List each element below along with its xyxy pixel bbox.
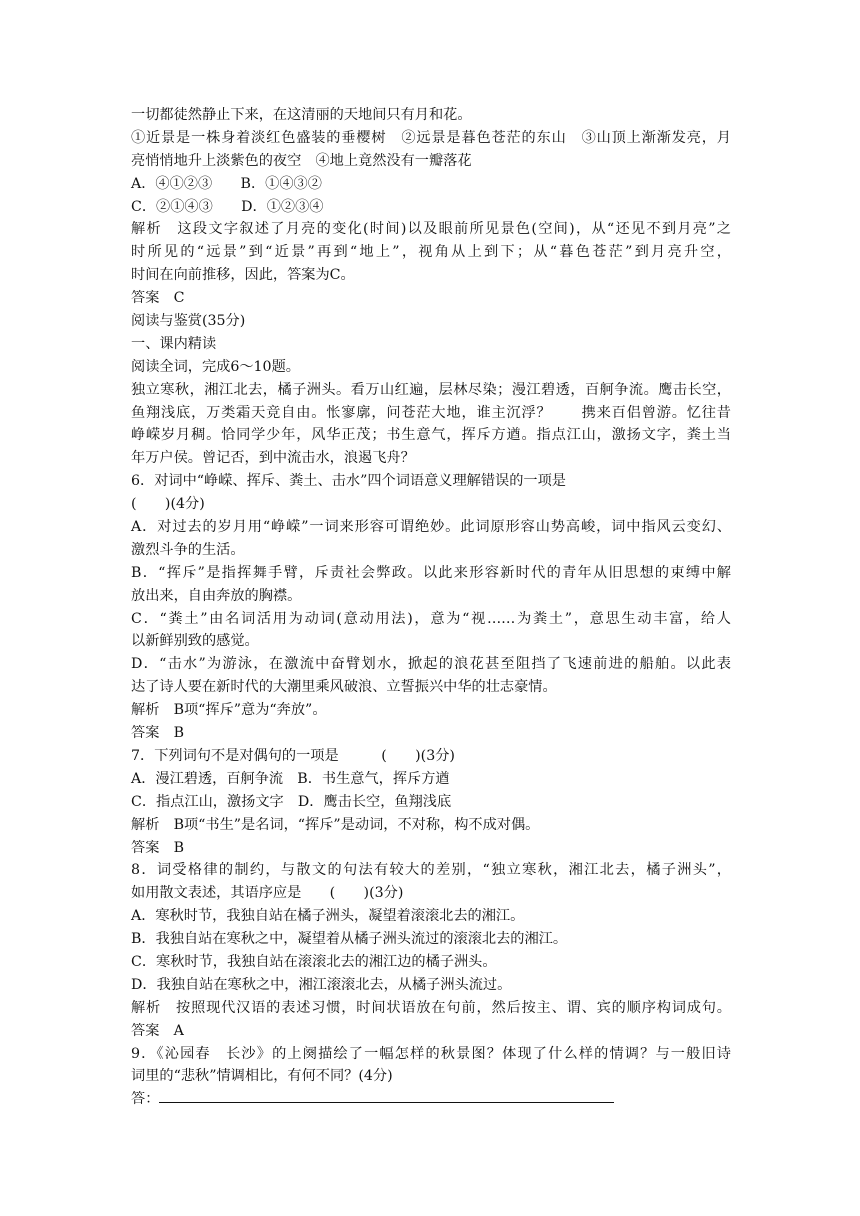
poem-line: 独立寒秋，湘江北去，橘子洲头。看万山红遍，层林尽染；漫江碧透，百舸争流。鹰击长空，: [131, 381, 731, 398]
analysis-line: 时间在向前推移，因此，答案为C。: [131, 267, 355, 284]
option-line: A．④①②③ B．①④③②: [131, 175, 322, 192]
question-line: 如用散文表述，其语序应是 ( )(3分): [131, 885, 404, 902]
subsection-heading: 一、课内精读: [131, 335, 217, 352]
section-heading: 阅读与鉴赏(35分): [131, 313, 246, 330]
text-line: 亮悄悄地升上淡紫色的夜空 ④地上竟然没有一瓣落花: [131, 152, 472, 169]
option-line: B．“挥斥”是指挥舞手臂，斥责社会弊政。以此来形容新时代的青年从旧思想的束缚中解: [131, 564, 731, 581]
answer-blank-row: [131, 1088, 731, 1111]
option-line: C．寒秋时节，我独自站在滚滚北去的湘江边的橘子洲头。: [131, 953, 497, 970]
question-line: 9．《沁园春 长沙》的上阕描绘了一幅怎样的秋景图？体现了什么样的情调？与一般旧诗: [131, 1045, 731, 1062]
analysis-line: 解析 这段文字叙述了月亮的变化(时间)以及眼前所见景色(空间)，从“还见不到月亮”之: [131, 221, 731, 238]
answer-line: 答案 B: [131, 839, 184, 856]
answer-line: 答案 B: [131, 725, 184, 742]
option-line: 达了诗人要在新时代的大潮里乘风破浪、立誓振兴中华的壮志豪情。: [131, 679, 557, 696]
text-line: 一切都徒然静止下来，在这清丽的天地间只有月和花。: [131, 107, 472, 123]
analysis-line: 解析 按照现代汉语的表述习惯，时间状语放在句前，然后按主、谓、宾的顺序构词成句。: [131, 999, 731, 1016]
question-line: 7．下列词句不是对偶句的一项是 ( )(3分): [131, 747, 455, 764]
option-line: C．指点江山，激扬文字 D．鹰击长空，鱼翔浅底: [131, 793, 452, 810]
answer-label: 答：: [131, 1091, 160, 1108]
option-line: D．“击水”为游泳，在激流中奋臂划水，掀起的浪花甚至阻挡了飞速前进的船舶。以此表: [131, 656, 731, 673]
analysis-line: 时所见的“远景”到“近景”再到“地上”，视角从上到下；从“暮色苍茫”到月亮升空，: [131, 244, 731, 261]
question-line: 6．对词中“峥嵘、挥斥、粪土、击水”四个词语意义理解错误的一项是: [131, 473, 566, 490]
poem-line: 年万户侯。曾记否，到中流击水，浪遏飞舟？: [131, 450, 415, 467]
poem-line: 鱼翔浅底，万类霜天竞自由。怅寥廓，问苍茫大地，谁主沉浮？ 携来百侣曾游。忆往昔: [131, 404, 731, 421]
question-line: 8．词受格律的制约，与散文的句法有较大的差别，“独立寒秋，湘江北去，橘子洲头”，: [131, 862, 731, 879]
option-line: 激烈斗争的生活。: [131, 541, 245, 558]
answer-blank-line[interactable]: [159, 1088, 614, 1103]
option-line: B．我独自站在寒秋之中，凝望着从橘子洲头流过的滚滚北去的湘江。: [131, 931, 568, 948]
poem-line: 峥嵘岁月稠。恰同学少年，风华正茂；书生意气，挥斥方遒。指点江山，激扬文字，粪土当: [131, 427, 731, 444]
analysis-line: 解析 B项“挥斥”意为“奔放”。: [131, 702, 327, 719]
option-line: 以新鲜别致的感觉。: [131, 633, 259, 650]
question-line: 词里的“悲秋”情调相比，有何不同？(4分): [131, 1068, 393, 1085]
option-line: C．“粪土”由名词活用为动词(意动用法)，意为“视……为粪土”，意思生动丰富，给人: [131, 610, 731, 627]
option-line: C．②①④③ D．①②③④: [131, 198, 324, 215]
question-line: ( )(4分): [131, 496, 205, 513]
answer-line: 答案 C: [131, 290, 185, 307]
option-line: D．我独自站在寒秋之中，湘江滚滚北去，从橘子洲头流过。: [131, 976, 512, 993]
instruction-line: 阅读全词，完成6～10题。: [131, 358, 300, 375]
option-line: A．寒秋时节，我独自站在橘子洲头，凝望着滚滚北去的湘江。: [131, 908, 525, 925]
analysis-line: 解析 B项“书生”是名词，“挥斥”是动词，不对称，构不成对偶。: [131, 816, 540, 833]
text-line: ①近景是一株身着淡红色盛装的垂樱树 ②远景是暮色苍茫的东山 ③山顶上渐渐发亮，月: [131, 129, 731, 146]
option-line: 放出来，自由奔放的胸襟。: [131, 587, 302, 604]
answer-line: 答案 A: [131, 1022, 184, 1039]
option-line: A．漫江碧透，百舸争流 B．书生意气，挥斥方遒: [131, 770, 450, 787]
document-page: [131, 104, 731, 1111]
option-line: A．对过去的岁月用“峥嵘”一词来形容可谓绝妙。此词原形容山势高峻，词中指风云变幻、: [131, 519, 731, 536]
